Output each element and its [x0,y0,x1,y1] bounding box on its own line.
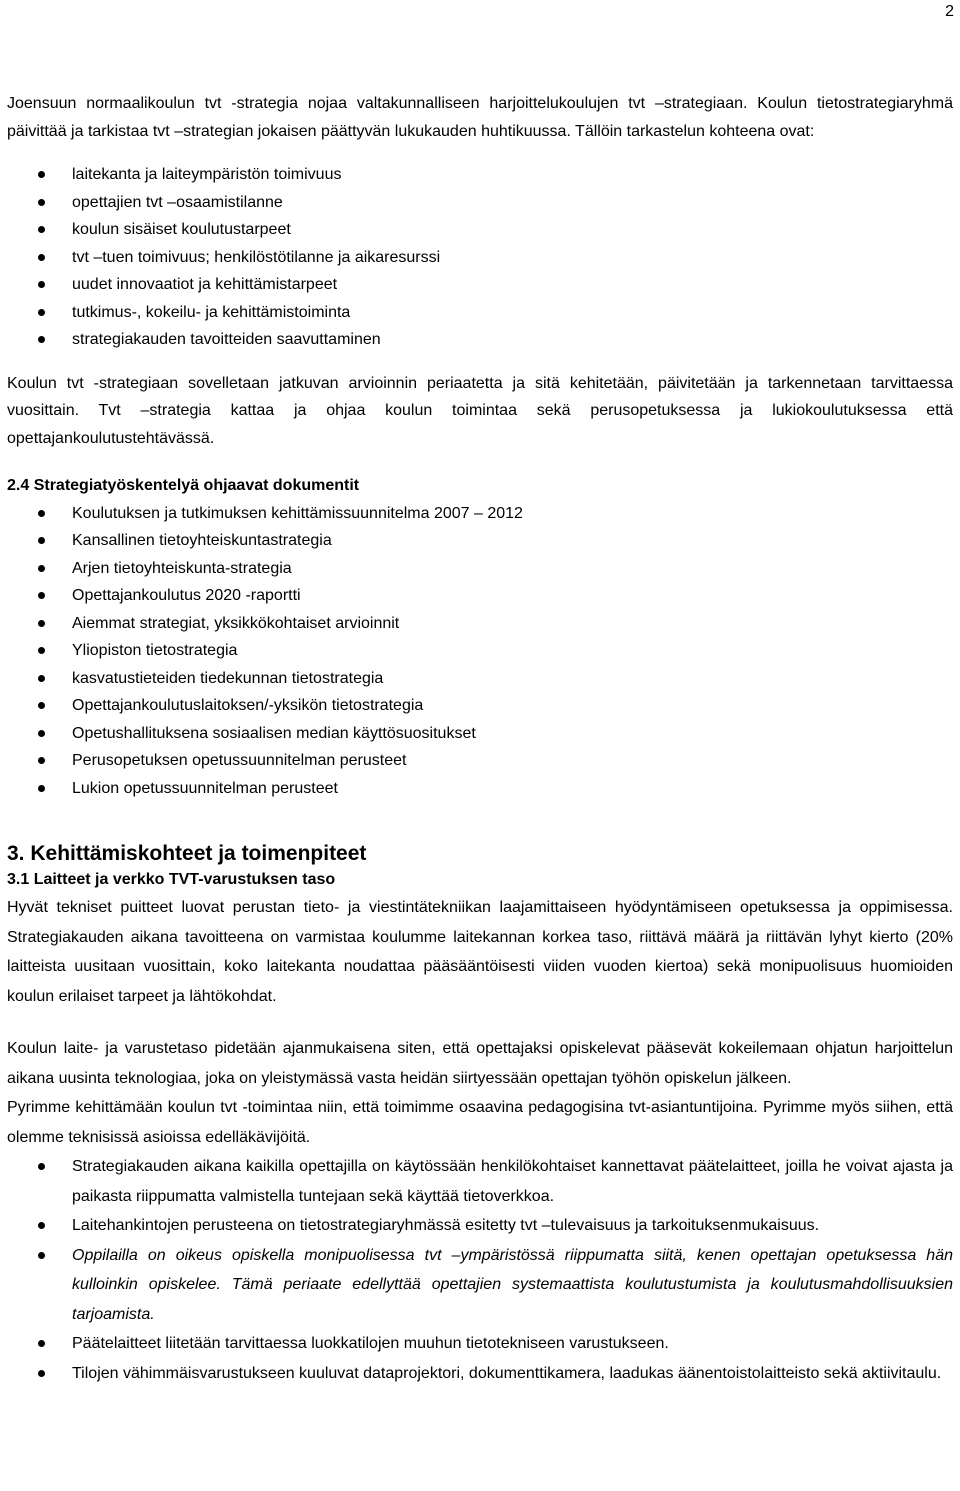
list-item [7,692,953,720]
section-heading: 2.4 Strategiatyöskentelyä ohjaavat dokumentit [7,477,360,494]
list-item [7,720,953,748]
review-items-list [7,161,953,354]
bullet-icon [38,1340,45,1347]
documents-list [7,500,953,803]
bullet-icon [38,647,45,654]
list-item-text: Kansallinen tietoyhteiskuntastrategia [72,532,332,549]
bullet-icon [38,1252,45,1259]
list-item-text: kasvatustieteiden tiedekunnan tietostrategia [72,669,384,687]
list-item [7,1329,953,1359]
list-item-text: Arjen tietoyhteiskunta-strategia [72,559,292,577]
list-item-text: Opettajankoulutuslaitoksen/-yksikön tietostrategia [72,697,424,714]
list-item [7,500,953,528]
chapter-heading: 3. Kehittämiskohteet ja toimenpiteet [7,842,367,865]
evaluation-paragraph: Koulun tvt -strategiaan sovelletaan jatkuvan arvioinnin periaatetta ja sitä kehitetään, päivitetään ja tarkennetaan tarvittaessa vuosittain. Tvt –strategia kattaa ja ohjaa koulun toimintaa sekä perusopetuksessa ja lukiokoulutuksessa että opettajankoulutustehtävässä. [7,374,953,447]
list-item [7,1241,953,1330]
bullet-icon [38,281,45,288]
list-item-text: laitekanta ja laiteympäristön toimivuus [72,166,342,183]
page-content [7,90,953,1388]
bullet-icon [38,199,45,206]
list-item [7,582,953,610]
bullet-icon [38,592,45,599]
list-item-text: Päätelaitteet liitetään tarvittaessa luokkatilojen muuhun tietotekniseen varustukseen. [72,1335,669,1352]
list-item [7,161,953,189]
list-item [7,1359,953,1389]
list-item-text: opettajien tvt –osaamistilanne [72,193,283,211]
list-item-text: Laitehankintojen perusteena on tietostrategiaryhmässä esitetty tvt –tulevaisuus ja tarkoituksenmukaisuus. [72,1217,820,1234]
list-item-text: koulun sisäiset koulutustarpeet [72,221,291,238]
list-item-text: Aiemmat strategiat, yksikkökohtaiset arvioinnit [72,614,400,632]
bullet-icon [38,226,45,233]
measures-list [7,1152,953,1388]
list-item-text: uudet innovaatiot ja kehittämistarpeet [72,276,338,293]
list-item [7,244,953,272]
bullet-icon [38,1370,45,1377]
list-item [7,1211,953,1241]
bullet-icon [38,702,45,709]
list-item [7,747,953,775]
list-item [7,326,953,354]
bullet-icon [38,757,45,764]
list-item-text: Strategiakauden aikana kaikilla opettajilla on käytössään henkilökohtaiset kannettavat päätelaitteet, joilla he voivat ajasta ja paikasta riippumatta valmistella tuntejaan sekä käyttää tietoverkkoa. [72,1158,953,1205]
list-item [7,1152,953,1211]
bullet-icon [38,510,45,517]
list-item [7,610,953,638]
page-number: 2 [945,3,954,20]
list-item [7,299,953,327]
list-item-text: Lukion opetussuunnitelman perusteet [72,779,338,797]
bullet-icon [38,171,45,178]
bullet-icon [38,620,45,627]
bullet-icon [38,336,45,343]
list-item [7,775,953,803]
list-item [7,665,953,693]
list-item-text: Perusopetuksen opetussuunnitelman perusteet [72,752,407,769]
list-item-text: tvt –tuen toimivuus; henkilöstötilanne ja aikaresurssi [72,248,441,266]
list-item-text: Oppilailla on oikeus opiskella monipuolisessa tvt –ympäristössä riippumatta siitä, kenen opettajan opetuksessa hän kulloinkin opiskelee. Tämä periaate edellyttää opettajien systemaattista koulutustumista ja koulutusmahdollisuuksien tarjoamista. [72,1246,953,1323]
list-item [7,189,953,217]
list-item [7,216,953,244]
list-item-text: Opettajankoulutus 2020 -raportti [72,587,301,604]
list-item [7,271,953,299]
body-paragraph: Pyrimme kehittämään koulun tvt -toimintaa niin, että toimimme osaavina pedagogisina tvt-asiantuntijoina. Pyrimme myös siihen, että olemme teknisissä asioissa edelläkävijöitä. [7,1099,953,1146]
bullet-icon [38,537,45,544]
list-item-text: Koulutuksen ja tutkimuksen kehittämissuunnitelma 2007 – 2012 [72,504,523,522]
intro-paragraph: Joensuun normaalikoulun tvt -strategia nojaa valtakunnalliseen harjoittelukoulujen tvt –strategiaan. Koulun tietostrategiaryhmä päivittää ja tarkistaa tvt –strategian jokaisen päättyvän lukukauden huhtikuussa. Tällöin tarkastelun kohteena ovat: [7,95,953,140]
bullet-icon [38,565,45,572]
bullet-icon [38,730,45,737]
subsection-heading: 3.1 Laitteet ja verkko TVT-varustuksen taso [7,871,336,888]
bullet-icon [38,1163,45,1170]
list-item-text: strategiakauden tavoitteiden saavuttaminen [72,331,381,348]
list-item-text: tutkimus-, kokeilu- ja kehittämistoiminta [72,303,351,321]
list-item-text: Tilojen vähimmäisvarustukseen kuuluvat dataprojektori, dokumenttikamera, laadukas äänentoistolaitteisto sekä aktiivitaulu. [72,1364,942,1382]
bullet-icon [38,785,45,792]
list-item [7,555,953,583]
bullet-icon [38,1222,45,1229]
list-item-text: Yliopiston tietostrategia [72,642,238,659]
list-item [7,637,953,665]
list-item [7,527,953,555]
list-item-text: Opetushallituksena sosiaalisen median käyttösuositukset [72,724,476,742]
bullet-icon [38,254,45,261]
body-paragraph: Hyvät tekniset puitteet luovat perustan tieto- ja viestintätekniikan laajamittaiseen hyödyntämiseen opetuksessa ja oppimisessa. Strategiakauden aikana tavoitteena on varmistaa koulumme laitekannan korkea taso, riittävä määrä ja riittävän lyhyt kierto (20% laitteista uusitaan vuosittain, koko laitekanta noudattaa pääsääntöisesti viiden vuoden kiertoa) sekä monipuolisuus huomioiden koulun erilaiset tarpeet ja lähtökohdat. [7,899,953,1005]
bullet-icon [38,309,45,316]
bullet-icon [38,675,45,682]
body-paragraph: Koulun laite- ja varustetaso pidetään ajanmukaisena siten, että opettajaksi opiskelevat pääsevät kokeilemaan ohjatun harjoittelun aikana uusinta teknologiaa, joka on yleistymässä vasta heidän siirtyessään opettajan työhön opiskelun jälkeen. [7,1040,953,1087]
